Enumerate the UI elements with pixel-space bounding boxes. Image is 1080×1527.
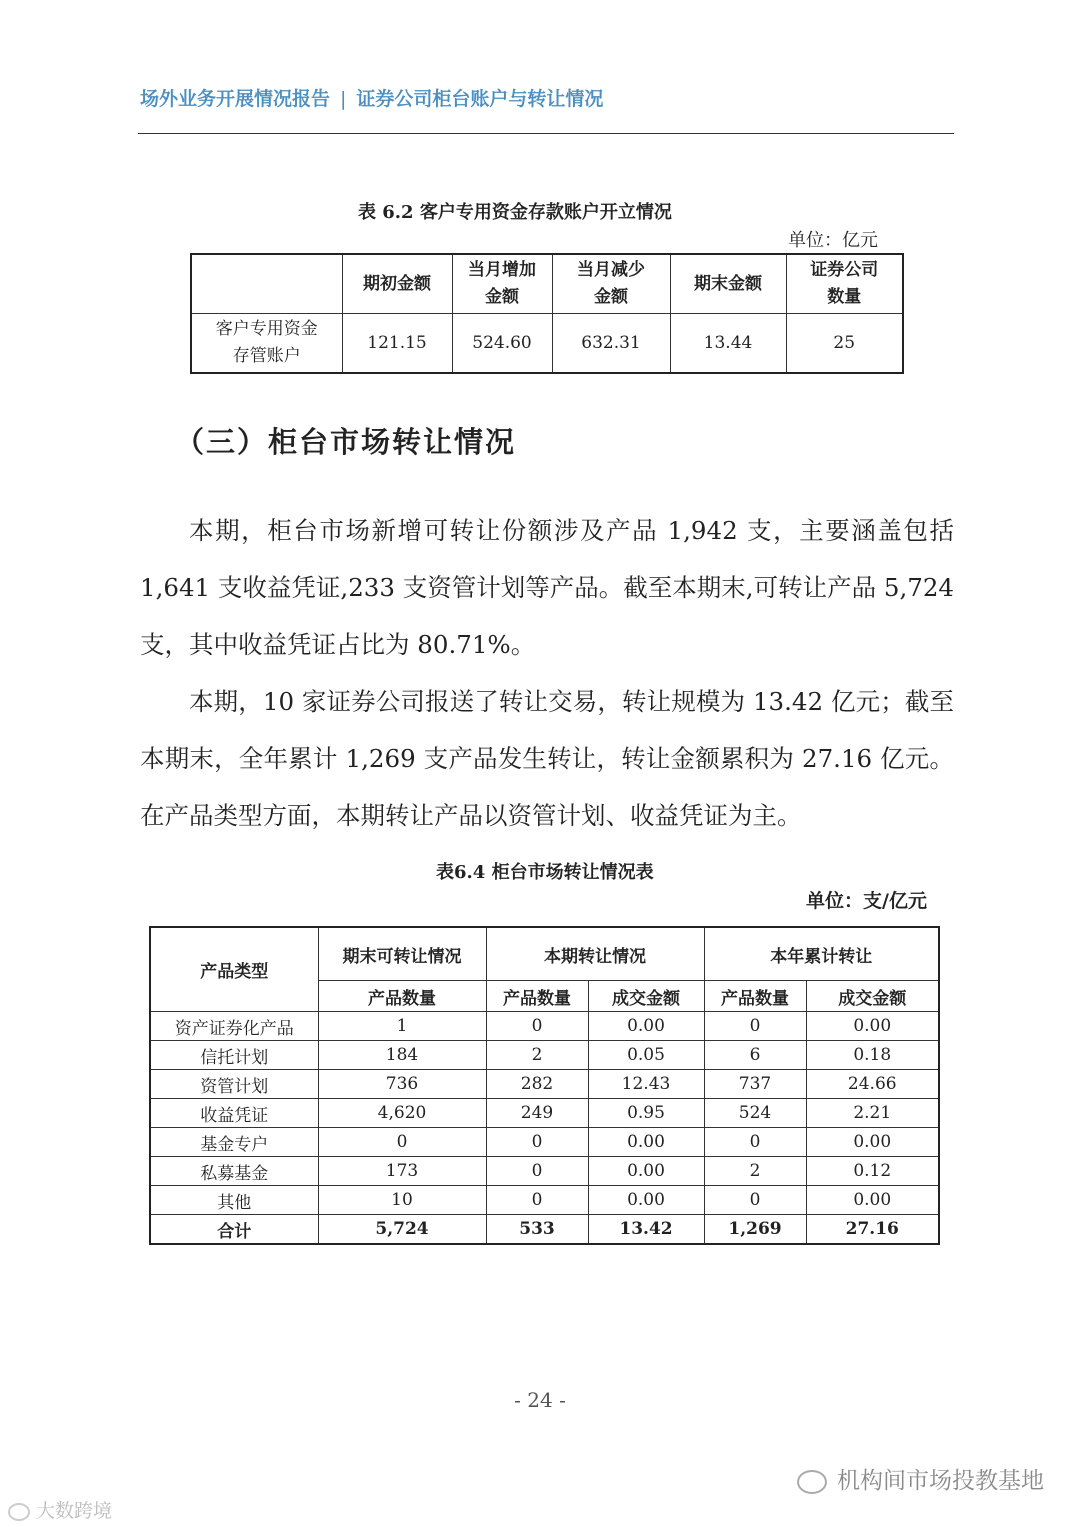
header-chapter-title: 证券公司柜台账户与转让情况 <box>356 88 604 110</box>
running-header <box>140 84 603 111</box>
row-label: 基金专户 <box>150 1128 318 1157</box>
table-row <box>150 1157 939 1186</box>
column-header-line: 证券公司 <box>810 260 879 280</box>
header-report-title: 场外业务开展情况报告 <box>140 88 331 110</box>
table-cell: 1 <box>318 1012 486 1041</box>
column-header: 产品数量 <box>318 981 486 1012</box>
group-header: 本年累计转让 <box>704 927 939 981</box>
table-cell: 632.31 <box>552 314 670 374</box>
watermark-brand <box>8 1496 112 1523</box>
table-row <box>150 1070 939 1099</box>
row-label-line: 存管账户 <box>232 346 301 366</box>
column-header <box>552 254 670 314</box>
row-label-line: 客户专用资金 <box>215 319 318 339</box>
table-row <box>150 1041 939 1070</box>
table-cell: 0.00 <box>588 1157 704 1186</box>
header-separator: | <box>340 88 347 110</box>
table-cell: 184 <box>318 1041 486 1070</box>
table-cell: 173 <box>318 1157 486 1186</box>
table-row <box>150 1128 939 1157</box>
column-header <box>452 254 552 314</box>
table-cell: 27.16 <box>806 1215 939 1245</box>
table-cell: 0 <box>486 1128 588 1157</box>
header-rule <box>138 133 954 134</box>
table-cell: 524.60 <box>452 314 552 374</box>
column-header: 成交金额 <box>588 981 704 1012</box>
table-cell: 533 <box>486 1215 588 1245</box>
table-cell: 1,269 <box>704 1215 806 1245</box>
row-label: 资管计划 <box>150 1070 318 1099</box>
table-row <box>191 314 903 374</box>
section-title: （三）柜台市场转让情况 <box>175 425 517 459</box>
row-label: 合计 <box>150 1215 318 1245</box>
deposit-account-table <box>190 253 904 374</box>
column-header: 产品数量 <box>486 981 588 1012</box>
table-cell: 5,724 <box>318 1215 486 1245</box>
table-cell: 2.21 <box>806 1099 939 1128</box>
watermark-text: 机构间市场投教基地 <box>837 1468 1044 1494</box>
watermark-brand-text: 大数跨境 <box>36 1500 113 1522</box>
page-number: - 24 - <box>514 1388 566 1412</box>
table-cell: 13.44 <box>670 314 786 374</box>
table64-unit: 单位：支/亿元 <box>806 890 927 912</box>
group-header: 期末可转让情况 <box>318 927 486 981</box>
table-cell: 0 <box>704 1186 806 1215</box>
table-cell: 121.15 <box>342 314 452 374</box>
column-header: 期初金额 <box>342 254 452 314</box>
table-header-row <box>150 927 939 981</box>
row-label: 信托计划 <box>150 1041 318 1070</box>
column-header-line: 数量 <box>827 287 862 307</box>
table-row <box>150 1099 939 1128</box>
table-cell: 0.00 <box>588 1128 704 1157</box>
paragraph: 本期，柜台市场新增可转让份额涉及产品 1,942 支，主要涵盖包括1,641 支收益凭证,233 支资管计划等产品。截至本期末,可转让产品 5,724 支，其中收益凭证占比为 80.71%。 <box>140 516 954 659</box>
table-cell: 0.00 <box>806 1012 939 1041</box>
column-header-line: 当月减少 <box>577 260 645 280</box>
paragraph: 本期，10 家证券公司报送了转让交易，转让规模为 13.42 亿元；截至本期末，全年累计 1,269 支产品发生转让，转让金额累积为 27.16 亿元。在产品类型方面，本期转让产品以资管计划、收益凭证为主。 <box>140 687 954 830</box>
row-label: 其他 <box>150 1186 318 1215</box>
table-cell: 25 <box>786 314 903 374</box>
table-cell: 0.95 <box>588 1099 704 1128</box>
column-header <box>786 254 903 314</box>
table-cell: 13.42 <box>588 1215 704 1245</box>
table-cell: 0 <box>486 1186 588 1215</box>
total-row <box>150 1215 939 1245</box>
table-cell: 0.00 <box>588 1012 704 1041</box>
table-cell: 0.12 <box>806 1157 939 1186</box>
column-header: 成交金额 <box>806 981 939 1012</box>
group-header: 本期转让情况 <box>486 927 704 981</box>
table-cell: 249 <box>486 1099 588 1128</box>
table62-caption: 表 6.2 客户专用资金存款账户开立情况 <box>358 202 672 223</box>
table64-caption: 表6.4 柜台市场转让情况表 <box>436 862 654 883</box>
transfer-table <box>149 926 940 1245</box>
table-cell: 524 <box>704 1099 806 1128</box>
table-cell: 0 <box>318 1128 486 1157</box>
brand-logo-icon <box>8 1503 30 1521</box>
table-cell: 0.00 <box>806 1186 939 1215</box>
table-cell: 0 <box>704 1128 806 1157</box>
table-header-row <box>191 254 903 314</box>
table-cell: 282 <box>486 1070 588 1099</box>
table-cell: 0.05 <box>588 1041 704 1070</box>
row-label: 资产证券化产品 <box>150 1012 318 1041</box>
table-cell: 0 <box>704 1012 806 1041</box>
table-cell: 10 <box>318 1186 486 1215</box>
column-header: 期末金额 <box>670 254 786 314</box>
table-cell: 0 <box>486 1012 588 1041</box>
table-body <box>150 1012 939 1245</box>
table-cell: 24.66 <box>806 1070 939 1099</box>
table-cell: 2 <box>486 1041 588 1070</box>
table-cell: 12.43 <box>588 1070 704 1099</box>
table-cell: 0 <box>486 1157 588 1186</box>
column-header-line: 金额 <box>485 287 519 307</box>
column-header: 产品数量 <box>704 981 806 1012</box>
column-header-line: 金额 <box>594 287 628 307</box>
table-row <box>150 1186 939 1215</box>
row-label: 私募基金 <box>150 1157 318 1186</box>
watermark-account <box>797 1462 1044 1495</box>
table-cell: 737 <box>704 1070 806 1099</box>
table-cell: 2 <box>704 1157 806 1186</box>
table-cell: 736 <box>318 1070 486 1099</box>
table62-unit: 单位：亿元 <box>788 230 878 251</box>
product-type-header: 产品类型 <box>150 927 318 1012</box>
table-row <box>150 1012 939 1041</box>
table-cell: 0.00 <box>806 1128 939 1157</box>
wechat-icon <box>797 1470 827 1494</box>
table-cell: 4,620 <box>318 1099 486 1128</box>
column-header-line: 当月增加 <box>468 260 536 280</box>
row-label <box>191 314 342 374</box>
table-cell: 0.00 <box>588 1186 704 1215</box>
header-blank-cell <box>191 254 342 314</box>
body-text <box>140 502 954 844</box>
table-cell: 6 <box>704 1041 806 1070</box>
table-cell: 0.18 <box>806 1041 939 1070</box>
row-label: 收益凭证 <box>150 1099 318 1128</box>
